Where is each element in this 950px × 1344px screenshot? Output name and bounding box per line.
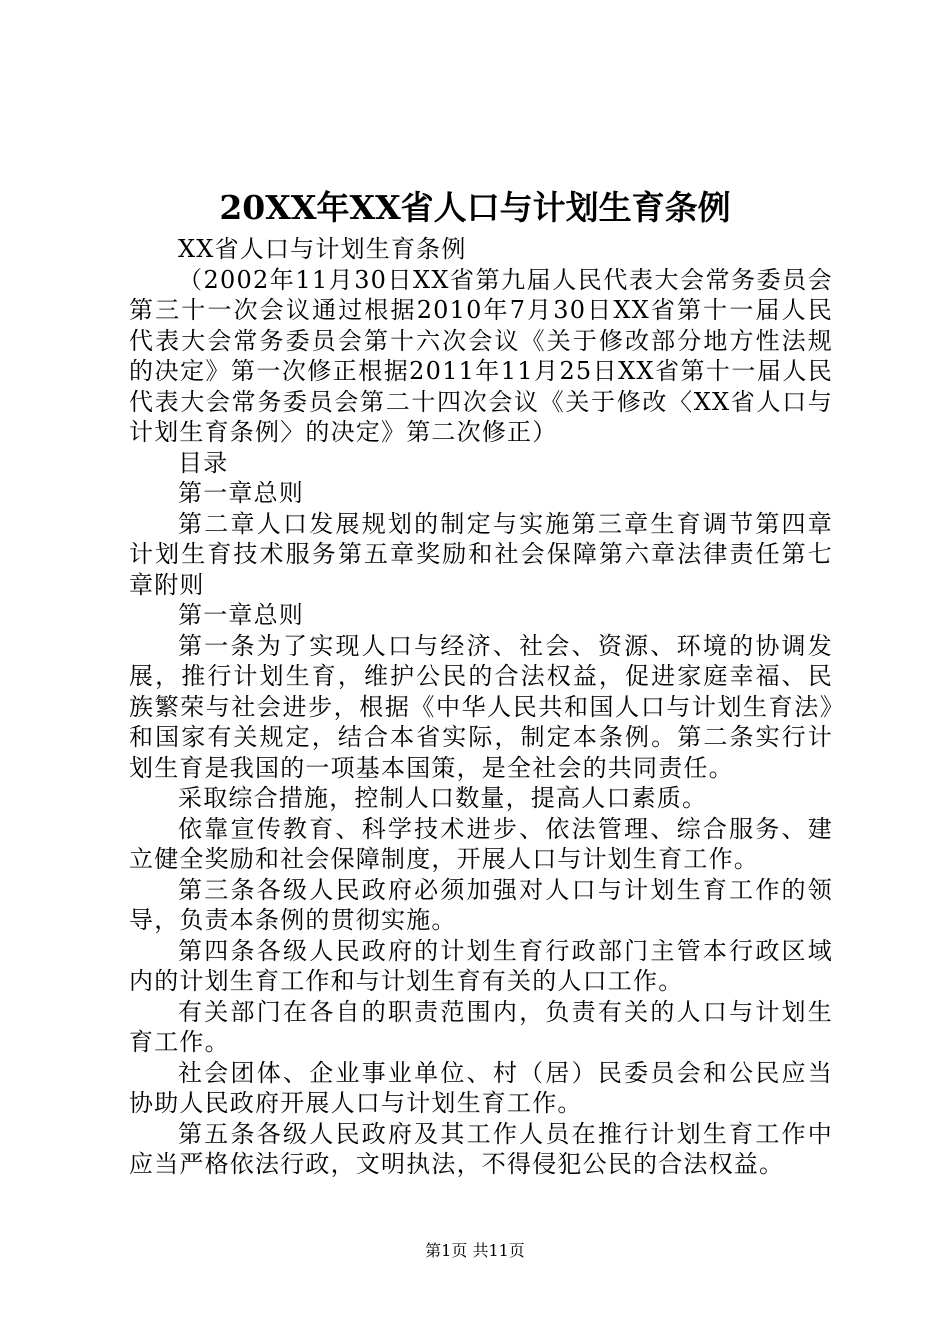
document-title: 20XX年XX省人口与计划生育条例 bbox=[219, 188, 731, 227]
paragraph-article-5: 第五条各级人民政府及其工作人员在推行计划生育工作中应当严格依法行政，文明执法，不得侵犯公民的合法权益。 bbox=[129, 1119, 833, 1178]
paragraph-methods: 依靠宣传教育、科学技术进步、依法管理、综合服务、建立健全奖励和社会保障制度，开展人口与计划生育工作。 bbox=[129, 814, 833, 873]
paragraph-article-3: 第三条各级人民政府必须加强对人口与计划生育工作的领导，负责本条例的贯彻实施。 bbox=[129, 875, 833, 934]
paragraph-chapter-1-heading: 第一章总则 bbox=[178, 601, 304, 629]
paragraph-toc-chapters: 第二章人口发展规划的制定与实施第三章生育调节第四章计划生育技术服务第五章奖励和社会保障第六章法律责任第七章附则 bbox=[129, 509, 833, 599]
paragraph-article-1-2: 第一条为了实现人口与经济、社会、资源、环境的协调发展，推行计划生育，维护公民的合法权益，促进家庭幸福、民族繁荣与社会进步，根据《中华人民共和国人口与计划生育法》和国家有关规定，结合本省实际，制定本条例。第二条实行计划生育是我国的一项基本国策，是全社会的共同责任。 bbox=[129, 631, 833, 782]
paragraph-measures: 采取综合措施，控制人口数量，提高人口素质。 bbox=[178, 784, 708, 812]
paragraph-amendment-note: （2002年11月30日XX省第九届人民代表大会常务委员会第三十一次会议通过根据2010年7月30日XX省第十一届人民代表大会常务委员会第十六次会议《关于修改部分地方性法规的决定》第一次修正根据2011年11月25日XX省第十一届人民代表大会常务委员会第二十四次会议《关于修改〈XX省人口与计划生育条例〉的决定》第二次修正） bbox=[129, 265, 833, 446]
paragraph-social-groups: 社会团体、企业事业单位、村（居）民委员会和公民应当协助人民政府开展人口与计划生育工作。 bbox=[129, 1058, 833, 1117]
paragraph-toc-heading: 目录 bbox=[178, 448, 229, 477]
page-number-footer: 第1页 共11页 bbox=[425, 1241, 525, 1260]
paragraph-subtitle: XX省人口与计划生育条例 bbox=[178, 235, 467, 263]
paragraph-departments: 有关部门在各自的职责范围内，负责有关的人口与计划生育工作。 bbox=[129, 997, 833, 1056]
document-body bbox=[129, 234, 833, 1180]
paragraph-article-4: 第四条各级人民政府的计划生育行政部门主管本行政区域内的计划生育工作和与计划生育有关的人口工作。 bbox=[129, 936, 833, 995]
paragraph-toc-chapter-1: 第一章总则 bbox=[178, 479, 304, 507]
